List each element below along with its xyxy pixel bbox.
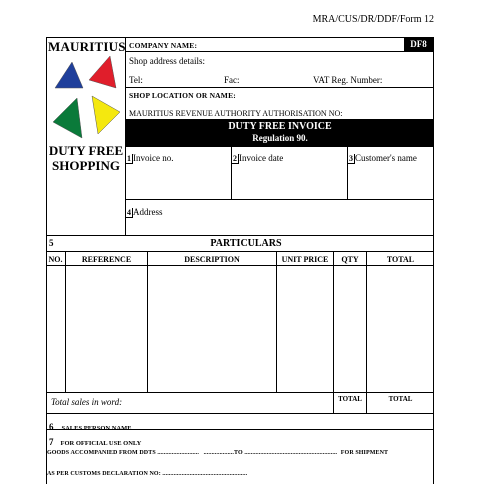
invoice-title-bar	[126, 119, 434, 147]
address-label: Address	[133, 207, 163, 217]
divider	[126, 51, 434, 52]
field-number: 3	[349, 154, 353, 163]
brand-subtitle	[46, 143, 126, 173]
tel-label: Tel:	[129, 75, 143, 85]
field-number: 4	[127, 208, 131, 217]
invoice-regulation: Regulation 90.	[252, 133, 308, 143]
divider	[126, 199, 434, 200]
section-number: 7	[49, 437, 54, 447]
column-header-reference: REFERENCE	[81, 255, 132, 264]
section-number: 5	[49, 238, 54, 248]
total-qty-label: TOTAL	[338, 395, 362, 403]
column-header-qty: QTY	[341, 255, 359, 264]
form-code-badge: DF8	[404, 38, 433, 51]
brand-subtitle-line1: DUTY FREE	[48, 143, 124, 158]
shop-location-label: SHOP LOCATION OR NAME:	[129, 91, 236, 100]
invoice-date-label: Invoice date	[239, 153, 284, 163]
form-reference: MRA/CUS/DR/DDF/Form 12	[312, 14, 434, 25]
sales-person-label: SALES PERSON NAME	[61, 425, 132, 432]
mauritius-logo-icon	[50, 54, 122, 140]
divider	[46, 235, 434, 236]
brand-subtitle-line2: SHOPPING	[52, 158, 120, 173]
logo-blue-triangle	[55, 62, 83, 88]
shop-address-label: Shop address details:	[129, 56, 205, 66]
invoice-date-field[interactable]	[232, 148, 283, 166]
customer-name-label: Customer's name	[355, 153, 417, 163]
company-name-label: COMPANY NAME:	[129, 41, 198, 50]
invoice-title: DUTY FREE INVOICE	[228, 121, 332, 132]
fax-label: Fac:	[224, 75, 240, 85]
logo-red-triangle	[89, 56, 116, 88]
particulars-title: PARTICULARS	[210, 238, 282, 249]
customs-declaration-line[interactable]: AS PER CUSTOMS DECLARATION NO: .....................................................	[47, 471, 248, 477]
column-header-description: DESCRIPTION	[184, 255, 240, 264]
logo-yellow-triangle	[92, 96, 120, 134]
logo-green-triangle	[53, 98, 82, 138]
divider	[46, 413, 434, 414]
column-header-total: TOTAL	[386, 255, 415, 264]
goods-shipment-text: FOR SHIPMENT	[340, 450, 389, 456]
section-number: 6	[49, 422, 54, 432]
goods-accompanied-line[interactable]	[47, 450, 433, 456]
total-amount-label: TOTAL	[388, 395, 413, 403]
divider	[126, 87, 434, 88]
customer-name-field[interactable]	[348, 148, 417, 166]
column-header-no: NO.	[48, 255, 63, 264]
field-number: 2	[233, 154, 237, 163]
official-use-label: FOR OFFICIAL USE ONLY	[60, 440, 142, 447]
brand-title: MAURITIUS	[48, 39, 126, 54]
column-header-unit-price: UNIT PRICE	[281, 255, 329, 264]
authorisation-label: MAURITIUS REVENUE AUTHORITY AUTHORISATION NO:	[129, 109, 343, 118]
goods-from-text: GOODS ACCOMPANIED FROM DDTS ..........................	[47, 450, 199, 456]
goods-dest-text: ..........................................................	[244, 450, 338, 456]
address-field[interactable]	[126, 202, 163, 220]
invoice-no-label: Invoice no.	[133, 153, 174, 163]
vat-label: VAT Reg. Number:	[313, 75, 383, 85]
particulars-table-body[interactable]	[47, 266, 433, 392]
divider	[46, 429, 434, 430]
total-words-label: Total sales in word:	[51, 397, 123, 407]
divider	[46, 392, 434, 393]
field-number: 1	[127, 154, 131, 163]
invoice-no-field[interactable]	[126, 148, 174, 166]
divider	[46, 251, 434, 252]
official-use-section	[49, 432, 141, 450]
goods-to-text: ...................TO	[203, 450, 243, 456]
